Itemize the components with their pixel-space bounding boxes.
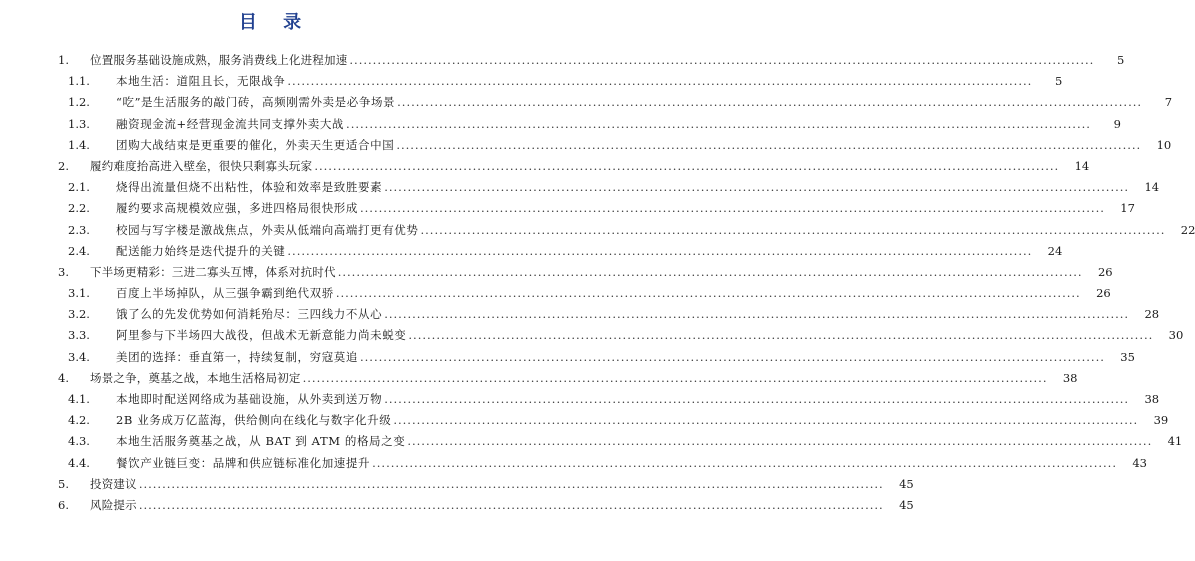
toc-dot-leader [303,368,1048,389]
toc-entry-number: 4.1. [68,392,90,406]
toc-page-number: 9 [1113,116,1121,131]
toc-entry-number: 3. [58,264,69,279]
toc-subsection-entry[interactable] [0,92,1173,113]
toc-title: 目 录 [238,12,312,33]
toc-entry-number: 1.4. [68,137,90,152]
toc-entry-number: 1.2. [68,95,90,110]
toc-subsection-entry[interactable] [0,283,1111,304]
toc-entry-number: 4.2. [68,413,90,428]
toc-entry-title: 百度上半场掉队，从三强争霸到绝代双骄 [116,286,334,301]
toc-dot-leader [287,71,1032,92]
toc-subsection-entry[interactable] [0,114,1121,135]
toc-entry-title: 美团的选择：垂直第一，持续复制，穷寇莫追 [116,349,358,364]
toc-dot-leader [393,410,1138,431]
toc-entry-number: 4. [58,370,69,385]
toc-subsection-entry[interactable] [0,453,1147,474]
toc-entry-title: 本地生活服务奠基之战，从 BAT 到 ATM 的格局之变 [116,434,406,449]
toc-page-number: 7 [1164,95,1173,110]
toc-entry-number: 5. [58,476,69,491]
toc-page-number: 26 [1097,264,1113,279]
toc-page-number: 38 [1062,370,1078,385]
toc-page-number: 45 [899,476,914,491]
toc-page-number: 22 [1180,222,1195,237]
toc-entry-title: 校园与写字楼是激战焦点，外卖从低端向高端打更有优势 [116,222,419,237]
toc-section-entry[interactable] [0,368,1078,389]
toc-dot-leader [349,50,1094,71]
toc-page-number: 24 [1047,243,1063,258]
toc-entry-title: 本地即时配送网络成为基础设施，从外卖到送万物 [116,392,383,406]
toc-dot-leader [346,114,1091,135]
toc-dot-leader [384,389,1129,410]
toc-entry-number: 1.3. [68,116,90,131]
toc-dot-leader [338,262,1083,283]
toc-section-entry[interactable] [0,474,914,495]
toc-dot-leader [407,431,1152,452]
toc-dot-leader [139,474,884,495]
toc-page-number: 5 [1116,53,1125,67]
toc-entry-title: 饿了么的先发优势如何消耗殆尽：三四线力不从心 [116,307,383,322]
toc-entry-title: 履约要求高规模效应强，多进四格局很快形成 [116,201,358,216]
toc-entry-title: 配送能力始终是迭代提升的关键 [116,243,286,258]
toc-dot-leader [314,156,1059,177]
toc-dot-leader [396,135,1141,156]
toc-section-entry[interactable] [0,262,1113,283]
toc-entry-number: 3.3. [68,328,90,343]
toc-subsection-entry[interactable] [0,410,1169,431]
toc-entry-number: 2.1. [68,180,90,195]
toc-entry-number: 6. [58,497,69,512]
toc-subsection-entry[interactable] [0,304,1160,325]
toc-entry-title: 烧得出流量但烧不出粘性，体验和效率是致胜要素 [116,180,383,195]
toc-page-number: 30 [1168,328,1184,343]
toc-dot-leader [336,283,1081,304]
toc-subsection-entry[interactable] [0,71,1063,92]
toc-entry-number: 2. [58,158,69,173]
toc-page-number: 14 [1074,158,1090,173]
toc-subsection-entry[interactable] [0,389,1160,410]
toc-entry-title: 2B 业务成万亿蓝海，供给侧向在线化与数字化升级 [116,413,392,428]
toc-page-number: 43 [1132,455,1147,470]
toc-entry-title: 下半场更精彩：三进二寡头互博，体系对抗时代 [90,264,336,279]
toc-section-entry[interactable] [0,156,1090,177]
toc-entry-number: 3.4. [68,349,90,364]
toc-list [0,50,1195,516]
toc-dot-leader [287,241,1032,262]
toc-entry-title: 团购大战结束是更重要的催化，外卖天生更适合中国 [116,137,395,152]
toc-dot-leader [384,304,1129,325]
toc-dot-leader [408,325,1153,346]
toc-page-number: 39 [1153,413,1169,428]
toc-entry-title: 阿里参与下半场四大战役，但战术无新意能力尚未蜕变 [116,328,407,343]
toc-subsection-entry[interactable] [0,325,1184,346]
toc-entry-number: 2.2. [68,201,90,216]
toc-dot-leader [139,495,884,516]
toc-page-number: 38 [1144,392,1160,406]
toc-page-number: 10 [1156,137,1172,152]
toc-entry-number: 4.4. [68,455,90,470]
toc-page-number: 28 [1144,307,1160,322]
toc-subsection-entry[interactable] [0,431,1183,452]
toc-entry-title: 融资现金流+经营现金流共同支撑外卖大战 [116,116,345,131]
toc-entry-number: 3.1. [68,286,90,301]
toc-entry-title: 投资建议 [90,476,137,491]
toc-entry-number: 1.1. [68,74,90,89]
toc-entry-number: 2.3. [68,222,90,237]
toc-entry-number: 1. [58,53,69,67]
toc-page-number: 26 [1096,286,1111,301]
toc-dot-leader [360,347,1105,368]
toc-entry-number: 3.2. [68,307,90,322]
toc-page-number: 14 [1144,180,1160,195]
toc-entry-title: 本地生活：道阻且长，无限战争 [116,74,286,89]
toc-dot-leader [384,177,1129,198]
toc-subsection-entry[interactable] [0,198,1135,219]
toc-entry-number: 4.3. [68,434,90,449]
toc-dot-leader [397,92,1142,113]
toc-entry-title: 风险提示 [90,497,137,512]
toc-section-entry[interactable] [0,495,914,516]
toc-page-number: 5 [1054,74,1063,89]
toc-entry-number: 2.4. [68,243,90,258]
toc-subsection-entry[interactable] [0,177,1160,198]
toc-page-number: 41 [1167,434,1183,449]
toc-section-entry[interactable] [0,50,1125,71]
toc-entry-title: 位置服务基础设施成熟，服务消费线上化进程加速 [90,53,348,67]
toc-entry-title: 场景之争，奠基之战，本地生活格局初定 [90,370,301,385]
toc-subsection-entry[interactable] [0,241,1063,262]
toc-dot-leader [360,198,1105,219]
toc-entry-title: 餐饮产业链巨变：品牌和供应链标准化加速提升 [116,455,371,470]
toc-page-number: 45 [899,497,914,512]
toc-subsection-entry[interactable] [0,135,1172,156]
toc-dot-leader [421,220,1166,241]
toc-page-number: 17 [1120,201,1135,216]
toc-dot-leader [372,453,1117,474]
toc-entry-title: “吃”是生活服务的敲门砖，高频刚需外卖是必争场景 [116,95,396,110]
toc-subsection-entry[interactable] [0,220,1195,241]
toc-subsection-entry[interactable] [0,347,1135,368]
toc-page-number: 35 [1120,349,1135,364]
toc-entry-title: 履约难度抬高进入壁垒，很快只剩寡头玩家 [90,158,313,173]
